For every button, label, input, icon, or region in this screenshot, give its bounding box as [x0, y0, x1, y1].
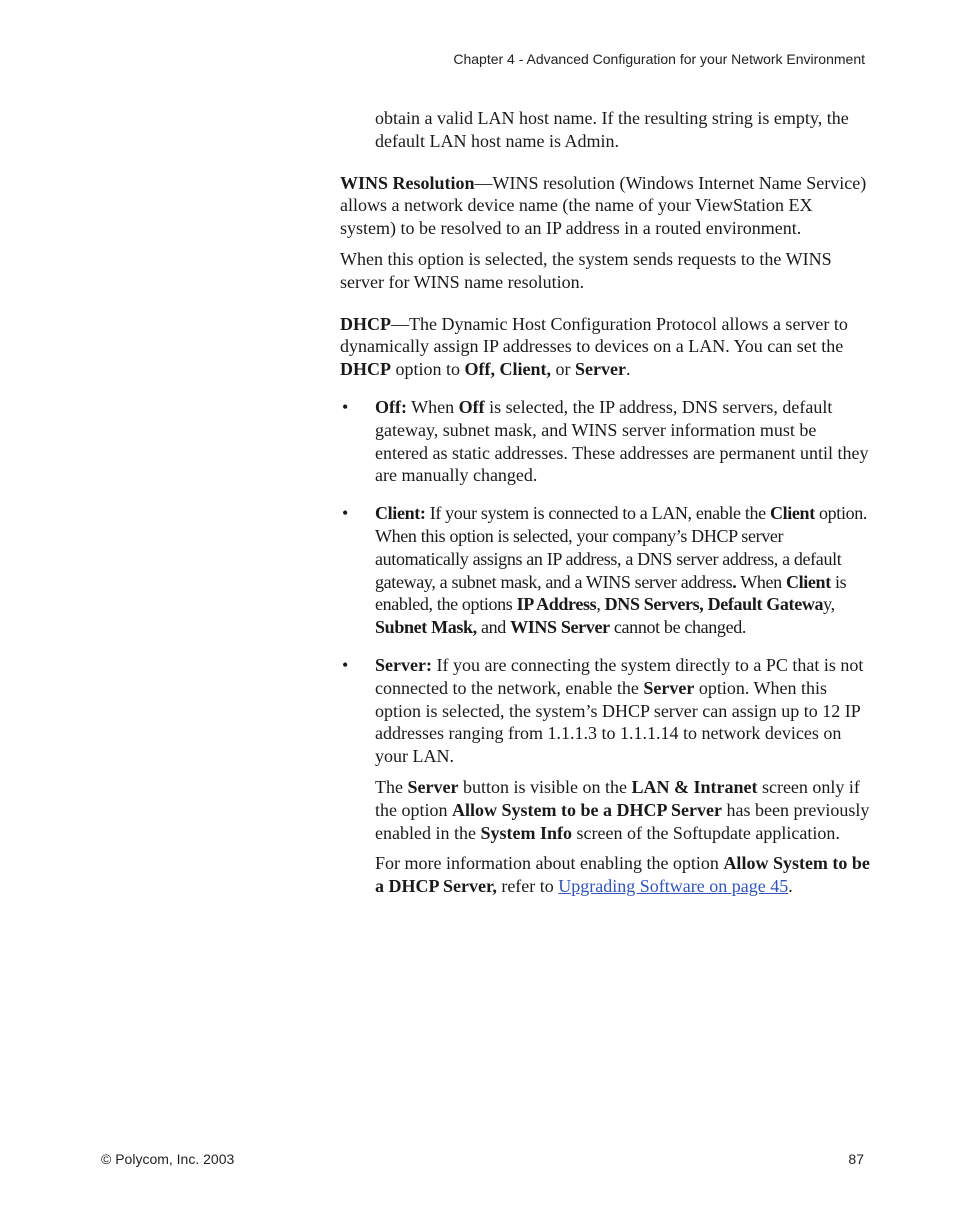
server-note: The Server button is visible on the LAN & Intranet screen only if the option Allow System to be a DHCP Server has been previously enabled in the System Info screen of the Softupdate application. [375, 776, 870, 843]
dhcp-definition: DHCP—The Dynamic Host Configuration Protocol allows a server to dynamically assign IP addresses to devices on a LAN. You can set the DHCP option to Off, Client, or Server. [340, 313, 848, 380]
wins-term: WINS Resolution [340, 172, 475, 193]
bullet-marker: • [342, 503, 349, 524]
dhcp-term: DHCP [340, 313, 391, 334]
bullet-marker: • [342, 396, 349, 417]
main-content [340, 107, 870, 898]
bullet-off-text: Off: When Off is selected, the IP address, DNS servers, default gateway, subnet mask, and WINS server information must be entered as static addresses. These addresses are permanent until they are manually changed. [375, 396, 869, 486]
bullet-server [340, 654, 870, 768]
footer-copyright: © Polycom, Inc. 2003 [101, 1151, 235, 1167]
bullet-client-text: Client: If your system is connected to a LAN, enable the Client option. When this option is selected, your company’s DHCP server automatically assigns an IP address, a DNS server address, a default gateway, a subnet mask, and a WINS server address. When Client is enabled, the options IP Address, DNS Servers, Default Gateway, Subnet Mask, and WINS Server cannot be changed. [375, 503, 868, 638]
wins-definition: WINS Resolution—WINS resolution (Windows Internet Name Service) allows a network device name (the name of your ViewStation EX system) to be resolved to an IP address in a routed environment. [340, 172, 867, 239]
bullet-marker: • [342, 654, 349, 675]
bullet-off [340, 396, 870, 487]
bullet-client [340, 502, 870, 639]
intro-paragraph: obtain a valid LAN host name. If the resulting string is empty, the default LAN host name is Admin. [375, 108, 849, 151]
running-header: Chapter 4 - Advanced Configuration for your Network Environment [453, 51, 865, 67]
bullet-server-text: Server: If you are connecting the system directly to a PC that is not connected to the network, enable the Server option. When this option is selected, the system’s DHCP server can assign up to 12 IP addresses ranging from 1.1.1.3 to 1.1.1.14 to network devices on your LAN. [375, 654, 864, 767]
upgrading-software-link[interactable]: Upgrading Software on page 45 [558, 876, 789, 897]
page-number: 87 [848, 1151, 864, 1167]
wins-detail: When this option is selected, the system sends requests to the WINS server for WINS name resolution. [340, 248, 832, 292]
more-info: For more information about enabling the option Allow System to be a DHCP Server, refer to Upgrading Software on page 45. [375, 853, 870, 897]
